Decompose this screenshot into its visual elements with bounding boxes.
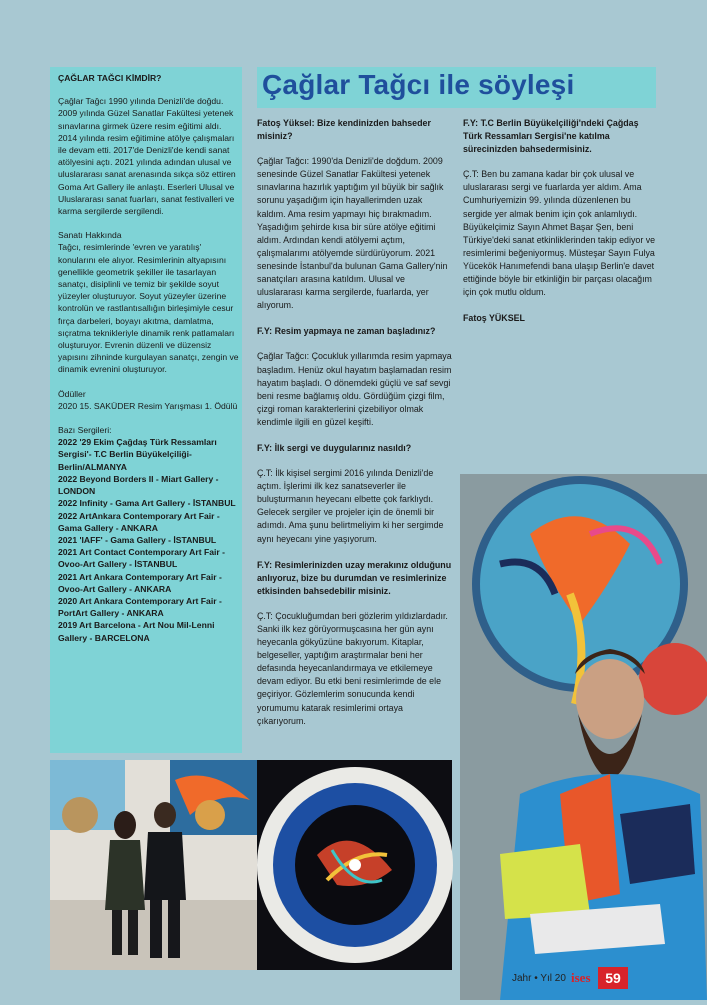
- exhibition-item: 2019 Art Barcelona - Art Nou Mil-Lenni Gallery - BARCELONA: [58, 620, 215, 643]
- painting-illustration: [257, 760, 452, 970]
- exhibition-item: 2020 Art Ankara Contemporary Art Fair - PortArt Gallery - ANKARA: [58, 595, 222, 619]
- question: F.Y: T.C Berlin Büyükelçiliği'ndeki Çağdaş Türk Ressamları Sergisi'ne katılma sürecinizden bahsedermisiniz.: [463, 118, 639, 155]
- gallery-photo-illustration: [50, 760, 257, 970]
- exhibitions-heading: Bazı Sergileri:: [58, 425, 112, 436]
- issue-label: Jahr • Yıl 20: [512, 973, 566, 984]
- biography-text: [58, 72, 240, 644]
- artist-portrait: [460, 474, 707, 1000]
- answer: Ç.T: Çocukluğumdan beri gözlerim yıldızlardadır. Sanki ilk kez görüyormuşcasına her gün aynı heyecanla gökyüzüne bakıyorum. Kitaplar, belgeseller, yaptığım araştırmalar beni her defasında heyecanlandırmaya ve etkilemeye devam ediyor. Bu etki beni resimlerimde de ele geçiriyor. Gözlemlerim sonucunda kendi yorumumu katarak resimlerimi ortaya çıkarıyorum.: [257, 610, 448, 726]
- artist-portrait-illustration: [460, 474, 707, 1000]
- answer: Ç.T: Ben bu zamana kadar bir çok ulusal ve uluslararası sergi ve fuarlarda yer aldım. Ama Cumhuriyemizin 99. yılında düzenlenen bu sergide yer almak benim için çok anlamlıydı. Büyükelçimiz Sayın Ahmet Başar Şen, beni Türkiye'deki sanat etkinliklerinden takip ediyor ve resimlerimi beğeniyormuş. Müsteşar Sayın Fulya Yücekök Hanımefendi bana ulaşıp Berlin'e davet ettiğinde böyle bir etkinliğin bir parçası olacağım için çok mutlu oldum.: [463, 169, 656, 298]
- question: F.Y: Resimlerinizden uzay merakınız olduğunu anlıyoruz, bize bu durumdan ve resimlerinize etkisinden bahsedebilir misiniz.: [257, 559, 452, 596]
- question: F.Y: Resim yapmaya ne zaman başladınız?: [257, 326, 436, 337]
- question: F.Y: İlk sergi ve duygularınız nasıldı?: [257, 442, 412, 453]
- gallery-photo: [50, 760, 257, 970]
- author-signature: Fatoş YÜKSEL: [463, 313, 525, 324]
- exhibition-item: 2021 Art Ankara Contemporary Art Fair - Ovoo-Art Gallery - ANKARA: [58, 571, 222, 594]
- exhibition-item: 2022 Beyond Borders II - Miart Gallery - LONDON: [58, 473, 219, 497]
- exhibitions-list: [58, 436, 240, 643]
- art-heading: Sanatı Hakkında: [58, 230, 122, 241]
- answer: Çağlar Tağcı: 1990'da Denizli'de doğdum. 2009 senesinde Güzel Sanatlar Fakültesi yetenek sınavlarına hazırlık yaptığım yıl büyük bir sağlık sorunu yaşadığım için hayallerimden uzak kaldım. Ama resim yapmayı hiç bırakmadım. Yaşadığım şehirde kısa bir süre atölye eğitimi aldım. Ardından kendi atölyemi açtım, çalışmalarımı atölyemde sürdürüyorum. 2021 senesinde İstanbul'da bulunan Gama Gallery'nin sanatçıları arasına katıldım. Ulusal ve uluslararası karma sergilerde, fuarlarda, yer alıyorum.: [257, 156, 448, 311]
- page-number: 59: [598, 967, 628, 989]
- interview-column-1: [257, 117, 453, 726]
- exhibition-item: 2022 '29 Ekim Çağdaş Türk Ressamları Sergisi'- T.C Berlin Büyükelçiliği- Berlin/ALMANYA: [58, 437, 217, 472]
- painting-photo: [257, 760, 452, 970]
- answer: Çağlar Tağcı: Çocukluk yıllarımda resim yapmaya başladım. Henüz okul hayatım başlamadan resim hayatım başladı. O dönemdeki güçlü ve saf sevgi beni resme bağlamış oldu. Gördüğüm çizgi film, çizgi roman karakterlerini çizebiliyor olmak kendimle ilgili en güzel keşifti.: [257, 351, 452, 427]
- magazine-logo: ises: [571, 970, 591, 985]
- exhibition-item: 2022 Infinity - Gama Art Gallery - İSTANBUL: [58, 498, 236, 509]
- awards-text: 2020 15. SAKÜDER Resim Yarışması 1. Ödülü: [58, 400, 238, 411]
- question: Fatoş Yüksel: Bize kendinizden bahseder misiniz?: [257, 118, 431, 142]
- exhibition-item: 2021 'IAFF' - Gama Gallery - İSTANBUL: [58, 534, 217, 545]
- exhibition-item: 2021 Art Contact Contemporary Art Fair - Ovoo-Art Gallery - İSTANBUL: [58, 547, 225, 570]
- awards-heading: Ödüller: [58, 388, 86, 399]
- page-title: Çağlar Tağcı ile söyleşi: [262, 69, 575, 100]
- interview-column-2: [463, 117, 659, 325]
- exhibition-item: 2022 ArtAnkara Contemporary Art Fair - Gama Gallery - ANKARA: [58, 510, 220, 533]
- bio-paragraph: Çağlar Tağcı 1990 yılında Denizli'de doğdu. 2009 yılında Güzel Sanatlar Fakültesi yetenek sınavlarına girmek üzere resim eğitimi aldı. 2014 yılında resim eğitimine atölye çalışmaları ile devam etti. 2017'de Denizli'de kendi sanat atölyesini açtı. 2021 yılında adından ulusal ve uluslararası sanat arenasında sıkça söz ettiren Goma Art Gallery ile anlaştı. Eserleri Ulusal ve Uluslararası sanat fuarları, sanat festivalleri ve karma sergilerde sergilendi.: [58, 96, 236, 217]
- art-paragraph: Tağcı, resimlerinde 'evren ve yaratılış' konularını ele alıyor. Resimlerinin altyapısını genellikle geometrik şekiller ile tasarlayan sanatçı, disiplinli ve temiz bir şekilde soyut yüzeyler oluşturuyor. Soyut yüzeyler üzerine kontrolün ve rastlantısallığın birleşimiyle cesur fırça darbeleri, boyayı akıtma, damlatma, sıçratma teknikleriyle dinamik renk patlamaları oluşturuyor. Evrenin düzenli ve düzensiz yapısını zihninde kurgulayan sanatçı, zengin ve dinamik evrenini oluşturuyor.: [58, 242, 239, 375]
- answer: Ç.T: İlk kişisel sergimi 2016 yılında Denizli'de açtım. İşlerimi ilk kez sanatseverler ile buluşturmanın heyecanı elbette çok farklıydı. Gelecek sergiler ve projeler için de önemli bir adımdı. Ama şunu belirtmeliyim ki her sergimde aynı heyecanı yine yaşıyorum.: [257, 468, 444, 544]
- bio-heading: ÇAĞLAR TAĞCI KİMDİR?: [58, 73, 162, 83]
